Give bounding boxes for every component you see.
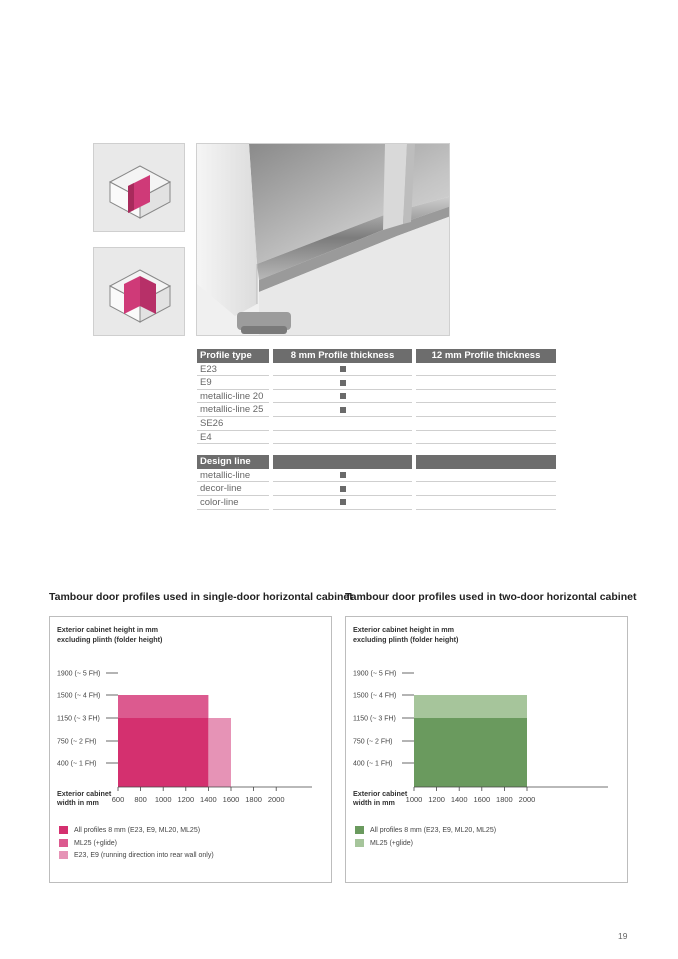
profile-table [197,349,556,510]
chart-single-door [49,616,332,883]
x-tick-label: 800 [134,795,147,804]
design-line-header [197,455,556,469]
legend-label: All profiles 8 mm (E23, E9, ML20, ML25) [74,826,201,834]
profile-table-header [197,349,556,363]
row-label: E4 [197,431,269,445]
chart-xlabel: Exterior cabinet width in mm [57,789,112,807]
cell-12mm [416,363,556,377]
chart-single-door-title: Tambour door profiles used in single-door horizontal cabinet [49,591,353,603]
table-row [197,417,556,431]
cell-8mm [273,376,412,390]
x-tick-label: 1200 [428,795,445,804]
row-label: E9 [197,376,269,390]
bar-1 [414,718,527,787]
cell-8mm [273,403,412,417]
bar-1 [118,718,208,787]
chart-xlabel: Exterior cabinet width in mm [353,789,408,807]
y-tick-label: 1900 (~ 5 FH) [353,670,397,678]
cell-8mm [273,431,412,445]
header-profile-type: Profile type [197,349,269,363]
legend-label: ML25 (+glide) [74,839,117,847]
cell-8mm [273,482,412,496]
table-row [197,390,556,404]
row-label: SE26 [197,417,269,431]
legend-item [59,839,214,852]
cabinet-sliding-door-photo [196,143,450,336]
cell-8mm [273,363,412,377]
cell-12mm [416,431,556,445]
available-marker-icon [340,366,346,372]
table-row [197,431,556,445]
table-row [197,363,556,377]
cell-12mm [416,482,556,496]
x-tick-label: 1400 [200,795,217,804]
legend-label: E23, E9 (running direction into rear wall only) [74,851,214,859]
chart-two-door [345,616,628,883]
x-tick-label: 1400 [450,795,468,804]
available-marker-icon [340,472,346,478]
legend-item [355,826,496,839]
chart-ylabel: Exterior cabinet height in mm excluding plinth (folder height) [353,625,459,644]
y-tick-label: 750 (~ 2 FH) [57,738,97,746]
y-tick-label: 1900 (~ 5 FH) [57,670,101,678]
row-label: decor-line [197,482,269,496]
row-label: metallic-line [197,469,269,483]
x-tick-label: 2000 [267,795,285,804]
cell-8mm [273,496,412,510]
legend-swatch [59,851,68,859]
chart-two-door-title: Tambour door profiles used in two-door horizontal cabinet [345,591,637,603]
row-label: color-line [197,496,269,510]
page-number: 19 [618,931,628,941]
x-tick-label: 1000 [405,795,423,804]
row-label: E23 [197,363,269,377]
legend-item [59,826,214,839]
x-tick-label: 1600 [222,795,240,804]
cell-12mm [416,376,556,390]
header-8mm: 8 mm Profile thickness [273,349,412,363]
header-design-line: Design line [197,455,269,469]
cell-12mm [416,403,556,417]
header-12mm: 12 mm Profile thickness [416,349,556,363]
legend-swatch [355,839,364,847]
x-tick-label: 1000 [154,795,172,804]
y-tick-label: 1500 (~ 4 FH) [353,692,397,700]
cell-12mm [416,390,556,404]
bar-3 [208,718,231,787]
row-label: metallic-line 20 [197,390,269,404]
y-tick-label: 1150 (~ 3 FH) [57,715,100,723]
table-row [197,469,556,483]
x-tick-label: 2000 [518,795,536,804]
legend-swatch [59,839,68,847]
cell-8mm [273,469,412,483]
legend-label: ML25 (+glide) [370,839,413,847]
available-marker-icon [340,499,346,505]
available-marker-icon [340,393,346,399]
table-row [197,376,556,390]
bar-2 [118,695,208,718]
legend-swatch [59,826,68,834]
y-tick-label: 400 (~ 1 FH) [57,760,97,768]
table-row [197,482,556,496]
cell-8mm [273,417,412,431]
y-tick-label: 400 (~ 1 FH) [353,760,393,768]
legend-item [59,851,214,864]
cell-12mm [416,417,556,431]
cell-8mm [273,390,412,404]
available-marker-icon [340,380,346,386]
x-tick-label: 1800 [245,795,262,804]
table-row [197,403,556,417]
cell-12mm [416,469,556,483]
legend-item [355,839,496,852]
single-door-cabinet-icon [93,143,185,232]
available-marker-icon [340,407,346,413]
legend-swatch [355,826,364,834]
cell-12mm [416,496,556,510]
x-tick-label: 1800 [496,795,513,804]
row-label: metallic-line 25 [197,403,269,417]
x-tick-label: 1200 [177,795,195,804]
bar-2 [414,695,527,718]
y-tick-label: 1150 (~ 3 FH) [353,715,396,723]
y-tick-label: 1500 (~ 4 FH) [57,692,101,700]
chart-ylabel: Exterior cabinet height in mm excluding plinth (folder height) [57,625,163,644]
y-tick-label: 750 (~ 2 FH) [353,738,393,746]
legend-label: All profiles 8 mm (E23, E9, ML20, ML25) [370,826,497,834]
x-tick-label: 600 [111,795,125,804]
table-row [197,496,556,510]
x-tick-label: 1600 [473,795,491,804]
two-door-cabinet-icon [93,247,185,336]
available-marker-icon [340,486,346,492]
